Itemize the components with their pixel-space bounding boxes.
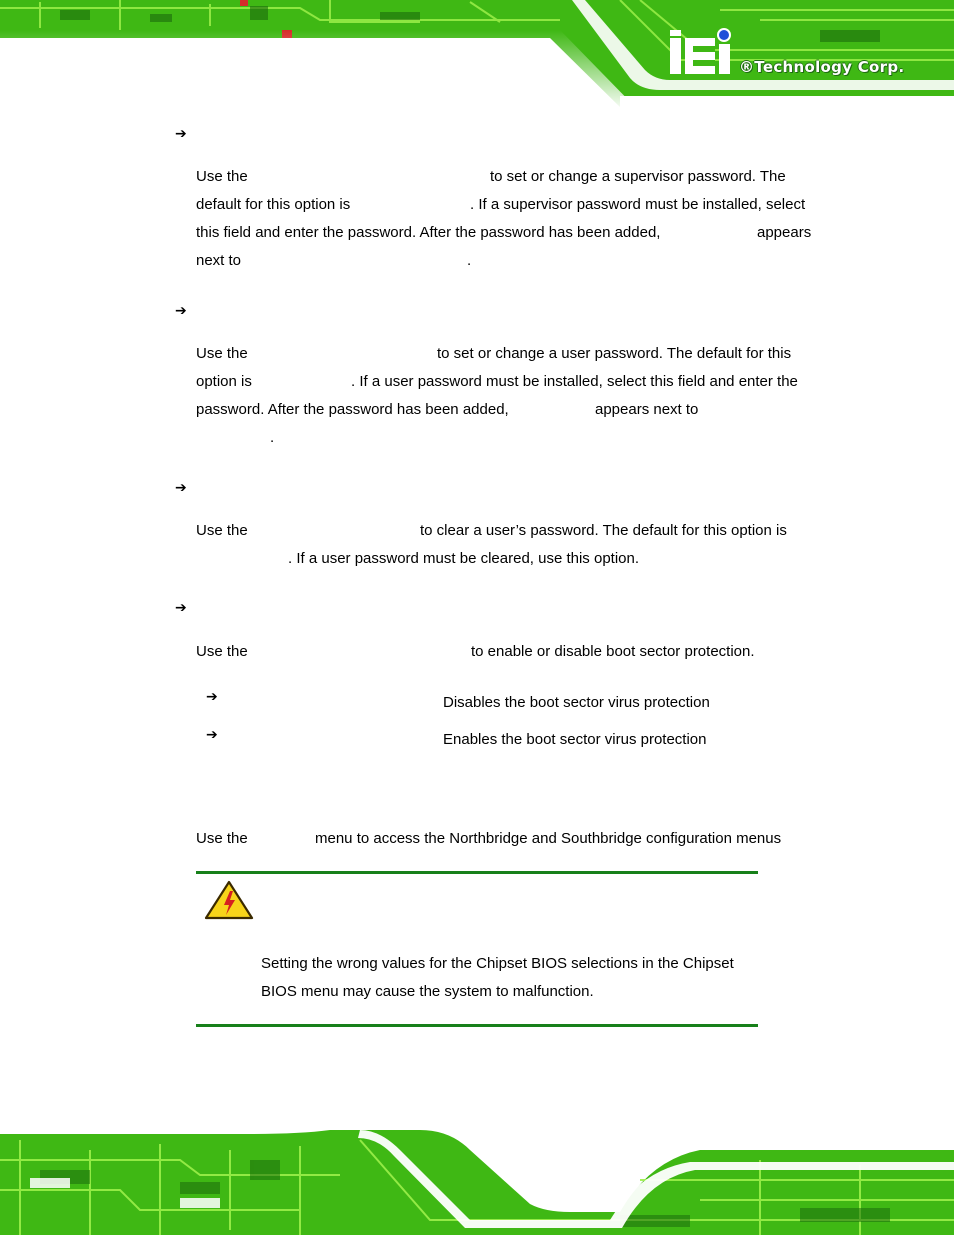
chipset-intro-end: menu to access the Northbridge and Southbridge configuration menus — [315, 830, 782, 847]
chipset-intro-start: Use the — [196, 830, 248, 847]
arrow-bullet-icon: ➔ — [206, 689, 218, 705]
arrow-bullet-icon: ➔ — [175, 600, 187, 616]
option-enabled-description: Enables the boot sector virus protection — [443, 731, 707, 748]
warning-icon — [204, 880, 254, 920]
boot-sector-paragraph: Use the to enable or disable boot sector protection. — [196, 643, 755, 660]
brand-tagline: ®Technology Corp. — [739, 58, 905, 76]
option-disabled-description: Disables the boot sector virus protection — [443, 694, 710, 711]
header-banner — [0, 0, 954, 112]
footer-banner — [0, 1120, 954, 1235]
arrow-bullet-icon: ➔ — [175, 126, 187, 142]
arrow-bullet-icon: ➔ — [206, 727, 218, 743]
user-password-paragraph: Use the to set or change a user password. The default for this option is . If a user password must be installed, select this field and enter the password. After the password has been added, appears next to . — [196, 345, 798, 446]
supervisor-password-paragraph: Use the to set or change a supervisor password. The default for this option is . If a supervisor password must be installed, select this field and enter the password. After the password has been added, appears next to . — [196, 168, 812, 269]
clear-user-password-paragraph: Use the to clear a user’s password. The default for this option is . If a user password must be cleared, use this option. — [196, 522, 787, 567]
warning-bottom-rule — [196, 1024, 758, 1027]
warning-message: Setting the wrong values for the Chipset BIOS selections in the Chipset BIOS menu may cause the system to malfunction. — [261, 955, 734, 1000]
arrow-bullet-icon: ➔ — [175, 480, 187, 496]
warning-top-rule — [196, 871, 758, 874]
arrow-bullet-icon: ➔ — [175, 303, 187, 319]
